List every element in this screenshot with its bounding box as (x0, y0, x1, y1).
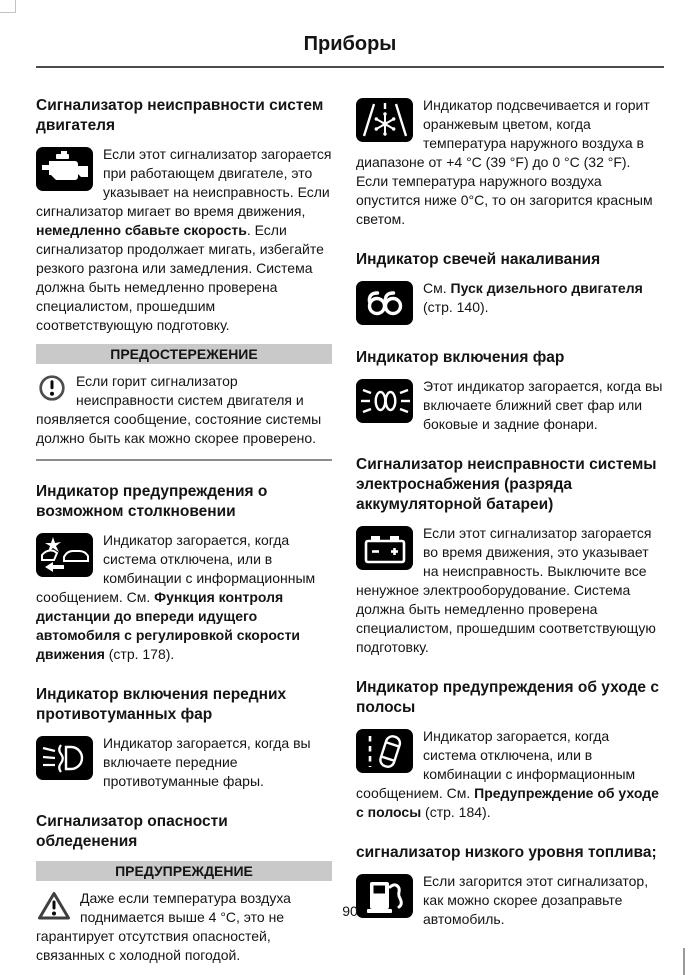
scan-corner-artifact (0, 0, 16, 13)
text-run: Индикатор загорается, когда вы включаете передние противотуманные фары. (103, 735, 311, 789)
section-heading: Индикатор предупреждения об уходе с полосы (356, 679, 659, 716)
text-run-bold: Предупреждение об уходе с полосы (356, 785, 659, 820)
section-heading: Индикатор свечей накаливания (356, 251, 601, 268)
text-run: Даже если температура воздуха поднимается выше 4 °C, это не гарантирует отсутствия опасностей, связанных с холодной погодой. (36, 890, 291, 963)
content-columns (0, 68, 700, 975)
text-run: Индикатор подсвечивается и горит оранжевым цветом, когда температура наружного воздуха в диапазоне от +4 °C (39 °F) до 0 °C (32 °F). Если температура наружного воздуха опустится ниже 0°C, то он загорится красным светом. (356, 97, 653, 227)
section-heading: Индикатор включения фар (356, 349, 565, 366)
section-heading: Сигнализатор опасности обледенения (36, 813, 228, 850)
text-run: . Если сигнализатор продолжает мигать, избегайте резкого разгона или замедления. Система должна быть немедленно проверена специалистом, прошедшим соответствующую подготовку. (36, 222, 324, 333)
warning-box-title: ПРЕДУПРЕЖДЕНИЕ (36, 861, 332, 881)
collision-icon (36, 533, 93, 577)
caution-box (36, 344, 332, 461)
text-run: Индикатор загорается, когда система отключена, или в комбинации с информационным сообщением. См. (36, 532, 316, 605)
text-run: (стр. 140). (423, 299, 489, 315)
section-body (36, 145, 332, 335)
section-heading: сигнализатор низкого уровня топлива; (356, 844, 657, 861)
warning-box-title: ПРЕДОСТЕРЕЖЕНИЕ (36, 344, 332, 364)
fog-front-icon (36, 736, 93, 780)
warn-circle-icon (37, 373, 67, 408)
column-left (36, 96, 332, 975)
section-body (356, 524, 664, 657)
section-heading: Индикатор предупреждения о возможном столкновении (36, 483, 268, 520)
text-run: Этот индикатор загорается, когда вы включаете ближний свет фар или боковые и задние фонари. (423, 378, 663, 432)
section-body (36, 889, 332, 965)
section-heading: Индикатор включения передних противотуманных фар (36, 686, 287, 723)
page-number: 90 (342, 903, 358, 919)
headlights-icon (356, 379, 413, 423)
section-body (36, 531, 332, 664)
glow-plug-icon (356, 281, 413, 325)
text-run: (стр. 178). (104, 646, 175, 662)
section-body (356, 377, 664, 434)
scan-edge-artifact (683, 948, 685, 975)
section-heading: Сигнализатор неисправности системы электроснабжения (разряда аккумуляторной батареи) (356, 456, 657, 513)
section-body (356, 727, 664, 822)
column-right (356, 96, 664, 975)
text-run-bold: Пуск дизельного двигателя (450, 280, 643, 296)
text-run: Если горит сигнализатор неисправности систем двигателя и появляется сообщение, состояние системы должно быть как можно скорее проверено. (36, 373, 322, 446)
section-body (356, 279, 664, 327)
text-run: Индикатор загорается, когда система отключена, или в комбинации с информационным сообщением. См. (356, 728, 636, 801)
text-run: Если загорится этот сигнализатор, как можно скорее дозаправьте автомобиль. (423, 873, 649, 927)
text-run-bold: немедленно сбавьте скорость (36, 222, 247, 238)
text-run-bold: Функция контроля дистанции до впереди идущего автомобиля с регулировкой скорости движения (36, 589, 301, 662)
text-run: (стр. 184). (421, 804, 491, 820)
section-body (356, 96, 664, 229)
text-run: Если этот сигнализатор загорается при работающем двигателе, это указывает на неисправность. Если сигнализатор мигает во время движения, (36, 146, 332, 219)
text-run: См. (423, 280, 451, 296)
section-body (356, 872, 664, 929)
section-body (36, 372, 332, 448)
page-title: Приборы (303, 33, 397, 55)
section-heading: Сигнализатор неисправности систем двигателя (36, 97, 324, 134)
lane-departure-icon (356, 729, 413, 773)
section-body (36, 734, 332, 791)
battery-icon (356, 526, 413, 570)
frost-icon (356, 98, 413, 142)
text-run: Если этот сигнализатор загорается во время движения, это указывает на неисправность. Выключите все ненужное электрооборудование. Система должна быть немедленно проверена специалистом, прошедшим соответствующую подготовку. (356, 525, 656, 655)
engine-icon (36, 147, 93, 191)
